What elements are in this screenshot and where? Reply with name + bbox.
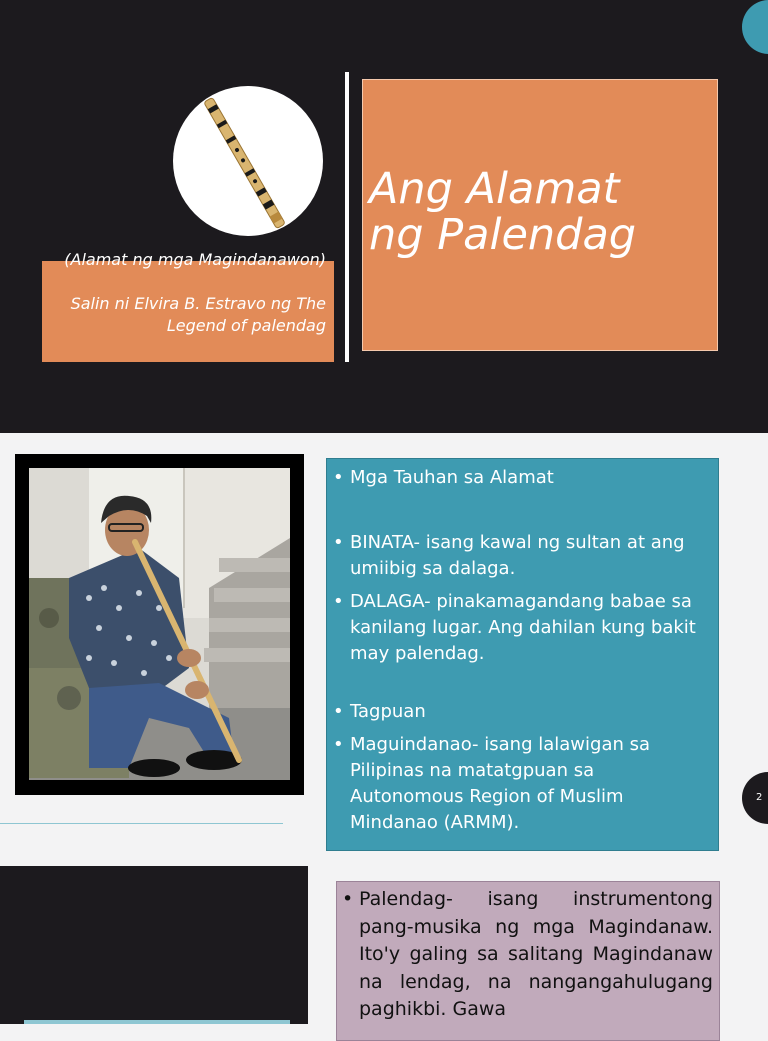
bullet-palendag-definition: • Palendag- isang instrumentong pang-musika ng mga Magindanaw. Ito'y galing sa salitang Magindanaw na lendag, na nangangahulugang paghikbi. Gawa: [341, 886, 713, 1024]
bullet-setting-heading: • Tagpuan: [331, 699, 708, 725]
subtitle-box: [42, 250, 334, 362]
title-box: [362, 79, 718, 351]
corner-accent-circle: [742, 0, 768, 54]
bullet-dalaga: • DALAGA- pinakamagandang babae sa kanilang lugar. Ang dahilan kung bakit may palendag.: [331, 589, 708, 667]
accent-rule: [0, 823, 283, 824]
vertical-divider: [345, 72, 349, 362]
subtitle-origin: (Alamat ng mga Magindanawon): [64, 250, 326, 269]
subtitle-text: [46, 249, 326, 337]
bullet-list: [327, 459, 718, 836]
definition-list: [337, 882, 719, 1024]
slide3-accent-bar: [24, 1020, 290, 1024]
subtitle-translation: Salin ni Elvira B. Estravo ng The Legend of palendag: [70, 294, 326, 335]
bamboo-flute-icon: [173, 86, 323, 236]
bullet-characters-heading: • Mga Tauhan sa Alamat: [331, 465, 708, 491]
slide3-dark-panel: [0, 866, 308, 1024]
palendag-definition-box: [336, 881, 720, 1041]
page-number-badge: 2: [742, 772, 768, 824]
flute-image-circle: [173, 86, 323, 236]
characters-setting-box: [326, 458, 719, 851]
title-slide: [0, 0, 768, 433]
photo-frame: [15, 454, 304, 795]
bullet-binata: • BINATA- isang kawal ng sultan at ang umiibig sa dalaga.: [331, 530, 708, 582]
slide-title: Ang Alamat ng Palendag: [369, 164, 637, 260]
man-playing-flute-photo: [29, 468, 290, 780]
bullet-maguindanao: • Maguindanao- isang lalawigan sa Pilipinas na matatgpuan sa Autonomous Region of Muslim Mindanao (ARMM).: [331, 732, 708, 836]
